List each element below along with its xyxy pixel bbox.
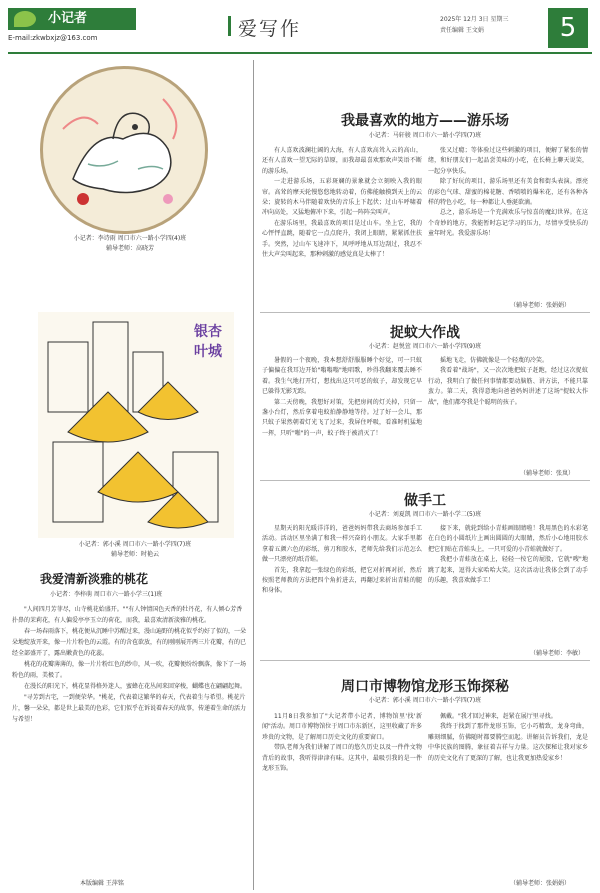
- article2-paragraph: 摇地飞走，仿佛就像是一个轻蔑的冷笑。: [440, 357, 549, 364]
- article3-column1: [262, 524, 422, 597]
- article1-paragraph: 有人喜欢波澜壮阔的大海，有人喜欢高耸入云的高山，还有人喜欢一望无际的草原，而我却最喜欢那欢声笑语不断的游乐场。: [262, 147, 422, 175]
- left-paragraph: "人间四月芳菲尽，山寺桃花始盛开。""有人钟情国色天香的牡丹花，有人倾心芳香扑鼻的茉莉花，有人偏爱亭亭玉立的荷花，而我，最喜欢清新淡雅的桃花。: [12, 606, 243, 624]
- dragon-artwork-circle: [40, 66, 208, 234]
- left-paragraph: 在漫长的阳光下，桃花显得格外迷人，蜜蜂在花丛间来回穿梭，蝴蝶也在翩翩起舞。: [24, 683, 247, 690]
- article1-paragraph: 除了好玩的项目，游乐场里还有美食和街头表演。漂亮的彩色气球、甜蜜的棉花糖、香喷喷的爆米花，还有各种各样的特色小吃，每一种都让人垂涎欲滴。: [428, 178, 588, 207]
- left-article-byline: 小记者：李梓萌 周口市六一路小学三(1)班: [50, 591, 163, 598]
- article1-paragraph: 总之，游乐场是一个充满欢乐与惊喜的魔幻世界。在这个奇妙的地方，我能暂时忘记学习的压力，尽情享受快乐的童年时光。我爱游乐场！: [428, 209, 588, 238]
- article1-teacher: （辅导老师：张娟娟）: [510, 302, 571, 309]
- issue-meta: [440, 14, 540, 36]
- article2-teacher: （辅导老师：张岚）: [520, 470, 575, 477]
- left-paragraph: 春一场春雨落下，桃花便从沉睡中苏醒过来，漫山遍野的桃花似乎约好了似的，一朵朵地绽放开来，像一片片粉色的云霞。有的含苞欲放，有的刚刚展开两三片花瓣，有的已经全部盛开了，露出嫩黄色的花蕊。: [12, 628, 247, 657]
- article1-paragraph: 张又过瘾；等体验过这些刺激的项目，便解了紧张的情绪，和好朋友们一起品尝美味的小吃，在长椅上聊天说笑，一起分享快乐。: [428, 147, 588, 175]
- article3-title: 做手工: [404, 493, 446, 509]
- article1-paragraph: 在游乐场里，我最喜欢的项目是过山车。坐上它，我的心怦怦直跳，随着它一点点爬升，我闭上眼睛，紧紧抓住扶手。突然，过山车飞速冲下，风呼呼地从耳边刮过，我忍不住大声尖叫起来，那种刺激的感觉真是太棒了！: [262, 219, 422, 259]
- article2-title: 捉蚊大作战: [390, 325, 460, 341]
- section-accent-bar: [228, 16, 231, 36]
- article4-paragraph: 佩戴。"我才回过神来，赶紧在展厅里寻找。: [440, 713, 557, 720]
- section-divider: [260, 480, 590, 481]
- brand-name: 小记者: [48, 11, 88, 26]
- article3-teacher: （辅导老师：李敏）: [530, 650, 585, 657]
- dragon-illustration-icon: [43, 69, 205, 231]
- article4-column2: [428, 712, 588, 764]
- article3-column2: [428, 524, 588, 586]
- article2-paragraph: 暑假的一个夜晚，我本想舒舒服服睡个好觉，可一只蚊子偏偏在我耳边开始"嗡嗡嗡"地唱歌，吵得我翻来覆去睡不着。我生气地打开灯，想找出这只可恶的蚊子，却发现它早已躲得无影无踪。: [262, 357, 422, 396]
- article1-paragraph: 一走进游乐场，五彩斑斓的景象就会立刻映入我的眼帘。高耸的摩天轮慢悠悠地转动着，仿佛能触摸到天上的云朵；旋转的木马伴随着欢快的音乐上下起伏；过山车呼啸着冲向高处，又猛地俯冲下来，引起一阵阵尖叫声。: [262, 178, 422, 217]
- article3-paragraph: 星期天的阳光暖洋洋的，爸爸妈妈带我去商场参加手工活动。活动区里坐满了和我一样兴奋的小朋友。大家手里都拿着五颜六色的彩纸、剪刀和胶水，老师先给我们示范怎么做一只漂亮的纸青蛙。: [262, 525, 422, 564]
- page-header: [0, 0, 600, 60]
- article1-title: 我最喜欢的地方——游乐场: [341, 113, 509, 129]
- article1-byline: 小记者：马轩骏 周口市六一路小学四(7)班: [368, 132, 482, 139]
- email-address: E-mail:zkwbxjz@163.com: [8, 34, 98, 42]
- article1-column1: [262, 146, 422, 260]
- article4-paragraph: 11月8日我参加了"大记者带小记者，博物馆里'找'新闻"活动。周口市博物馆位于周口市东新区，这里收藏了许多珍贵的文物，是了解周口历史文化的重要窗口。: [262, 713, 422, 741]
- section-title: 爱写作: [238, 18, 302, 40]
- left-article-body: [12, 604, 248, 725]
- article3-byline: 小记者：刘夏凯 周口市六一路小学二(5)班: [368, 511, 482, 518]
- left-article-title: 我爱清新淡雅的桃花: [40, 572, 149, 586]
- left-paragraph: "寻芳到古宅，一到便荣华。"桃花，代表着这繁华的春天，代表着生与希望。桃花片片，馨一朵朵，都是世上最美的色彩，它们似乎在诉说着春天的故事，传递着生命的活力与希望！: [12, 694, 247, 723]
- column-divider: [253, 60, 254, 890]
- article2-paragraph: 第二天傍晚，我想好对策，先把房间的灯关掉，只留一盏小台灯，然后拿着电蚊拍静静地等待。过了好一会儿，那只蚊子果然朝着灯光飞了过来，我屏住呼吸，看准时机猛地一挥，只听"啪"的一声，蚊子终于被消灭了！: [262, 398, 422, 437]
- artwork1-teacher: 辅导老师：高晓芳: [105, 245, 154, 252]
- artwork1-author: 小记者：李诗雨 周口市六一路小学四(4)班: [73, 235, 187, 242]
- header-rule: [8, 52, 592, 54]
- leaf-logo-icon: [14, 11, 36, 27]
- article4-paragraph: 带队老师为我们讲解了周口的悠久历史以及一件件文物背后的故事，我听得津津有味。这其中，最吸引我的是一件龙形玉饰。: [262, 744, 422, 773]
- article4-title: 周口市博物馆龙形玉饰探秘: [341, 679, 509, 695]
- artwork2-title: 银杏叶城: [194, 324, 222, 360]
- left-paragraph: 桃花的花瓣薄薄的，像一片片粉红色的纱巾，风一吹，花瓣便纷纷飘落，像下了一场粉色的雨，美极了。: [12, 661, 247, 679]
- ginkgo-city-artwork: [38, 312, 234, 538]
- article2-byline: 小记者：赵悦萱 周口市六一路小学四(9)班: [368, 343, 482, 350]
- article1-column2: [428, 146, 588, 240]
- editor-credit: 责任编辑 王文娟: [440, 27, 484, 34]
- article4-byline: 小记者：郭小溪 周口市六一路小学四(7)班: [368, 697, 482, 704]
- article3-paragraph: 首先，我拿起一张绿色的彩纸，把它对折再对折，然后按照老师教的方法把四个角折进去，再翻过来折出青蛙的腿和身体。: [262, 566, 422, 595]
- article2-paragraph: 我看着"战场"，又一次次地把蚊子赶跑，经过这次捉蚊行动，我明白了做任何事情都要动脑筋、讲方法，不能只靠蛮力。第二天，我得意地向爸爸妈妈讲述了这场"捉蚊大作战"，他们都夸我是个聪明的孩子。: [428, 367, 588, 406]
- article3-paragraph: 我把小青蛙放在桌上，轻轻一按它的屁股，它就"嗖"地跳了起来，逗得大家哈哈大笑。这次活动让我体会到了动手的乐趣，我喜欢做手工！: [428, 556, 588, 585]
- page-editor-credit: 本版编辑 王萍铭: [80, 880, 124, 887]
- artwork2-caption: [20, 540, 250, 560]
- brand-badge: [8, 8, 136, 30]
- artwork2-teacher: 辅导老师：时艳云: [110, 551, 159, 558]
- section-divider: [260, 660, 590, 661]
- article4-column1: [262, 712, 422, 774]
- article2-column2: [428, 356, 588, 408]
- article3-paragraph: 接下来，就轮到给小青蛙画眼睛啦！我用黑色的水彩笔在白色的小圆纸片上画出圆圆的大眼睛，然后小心地用胶水把它们贴在青蛙头上，一只可爱的小青蛙就做好了。: [428, 525, 588, 553]
- page-number: 5: [548, 8, 588, 48]
- article4-teacher: （辅导老师：张娟娟）: [510, 880, 571, 887]
- artwork1-caption: [20, 234, 240, 254]
- article2-column1: [262, 356, 422, 439]
- article4-paragraph: 我终于找到了那件龙形玉饰，它小巧精致，龙身弯曲，雕刻细腻，仿佛随时都要腾空而起。讲解员告诉我们，龙是中华民族的图腾，象征着吉祥与力量。这次探秘让我对家乡的历史文化有了更深的了解，也让我更加热爱家乡！: [428, 723, 588, 762]
- section-divider: [260, 312, 590, 313]
- issue-date: 2025年 12月 3日 星期三: [440, 16, 509, 23]
- artwork2-author: 小记者：郭小溪 周口市六一路小学四(7)班: [78, 541, 192, 548]
